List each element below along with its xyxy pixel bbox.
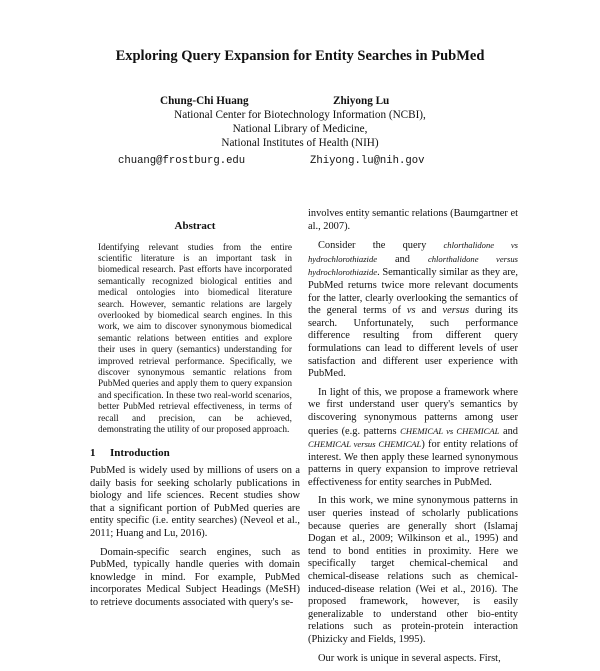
pattern-1: CHEMICAL vs CHEMICAL: [400, 425, 500, 436]
right-paragraph-4: In this work, we mine synonymous patterns in user queries instead of scholarly publications because queries are generally short (Islamaj Dogan et al., 2009; Wilkinson et al., 1995) and tend to bond entities in proximity. Here we specifically target chemical-chemical and chemical-disease relations such as chemical-induced-disease relation (Wei et al., 2016). The proposed framework, however, is easily generalizable to understand other bio-entity relations such as protein-protein interaction (Phizicky and Fields, 1995).: [308, 495, 518, 645]
term-versus: versus: [442, 305, 470, 317]
section-number: 1: [90, 446, 96, 459]
email-2[interactable]: Zhiyong.lu@nih.gov: [310, 155, 425, 167]
section-heading-introduction: [90, 447, 300, 460]
author-2: Zhiyong Lu: [333, 95, 390, 107]
email-1[interactable]: chuang@frostburg.edu: [118, 155, 246, 167]
text-run: and: [499, 425, 518, 437]
text-run: Consider the query: [318, 240, 444, 252]
left-column: [90, 208, 300, 616]
author-1: Chung-Chi Huang: [160, 95, 249, 107]
pattern-2: CHEMICAL versus CHEMICAL: [308, 439, 422, 450]
intro-paragraph-2: Domain-specific search engines, such as PubMed, typically handle queries with domain knowledge in mind. For example, PubMed incorporates Medical Subject Headings (MeSH) to retrieve documents associated with query's se-: [90, 546, 300, 609]
query-example-1: chlorthalidone vs hydrochlorothiazide: [308, 240, 518, 264]
text-run: and: [377, 253, 428, 265]
text-run: and: [415, 305, 443, 317]
author-emails: [0, 154, 600, 168]
right-column: [308, 208, 518, 671]
paper-title: Exploring Query Expansion for Entity Searches in PubMed: [115, 48, 485, 64]
term-vs: vs: [406, 305, 416, 317]
text-run: ) for entity relations of interest. We then apply these learned synonymous patterns in query expansion to improve retrieval effectiveness for entity searches in PubMed.: [308, 439, 518, 488]
right-paragraph-5: Our work is unique in several aspects. First,: [318, 652, 501, 664]
abstract-heading: Abstract: [174, 220, 216, 232]
right-paragraph-3: [308, 387, 518, 490]
affiliation-line-1: National Center for Biotechnology Information (NCBI),: [174, 109, 426, 121]
author-names: [0, 94, 600, 108]
affiliation-line-2: National Library of Medicine,: [232, 123, 368, 135]
right-paragraph-2: [308, 239, 518, 381]
affiliation-line-3: National Institutes of Health (NIH): [221, 137, 379, 149]
text-run: . Semantically similar as they are, PubMed returns twice more relevant documents for the latter, clearly overlooking the semantics of the general terms of: [308, 267, 518, 317]
section-title: Introduction: [110, 446, 170, 459]
text-run: during its search. Unfortunately, such performance difference resulting from different query formulations can lead to different levels of user satisfaction and different user experience with PubMed.: [308, 305, 518, 380]
abstract-text: Identifying relevant studies from the entire scientific literature is an important task in biomedical research. Past efforts have incorporated semantically recognized biological entities and medical ontologies into biomedical literature search. However, semantic relations are largely overlooked by biomedical search engines. In this work, we aim to discover synonymous biomedical semantic relations between entities and explore their uses in query (semantics) understanding for improved retrieval performance. Specifically, we discover synonymous semantic relations from PubMed queries and apply them to query expansion and specification. In these two real-world scenarios, better PubMed retrieval effectiveness, in terms of recall and precision, can be achieved, demonstrating the utility of our proposed approach.: [98, 242, 292, 436]
query-example-2: chlorthalidone versus hydrochlorothiazide: [308, 253, 518, 278]
intro-paragraph-1: PubMed is widely used by millions of users on a daily basis for seeking scholarly publications in biology and life sciences. Recent studies show that a significant portion of PubMed queries are entity specific (i.e. entity searches) (Neveol et al., 2011; Huang and Lu, 2016).: [90, 465, 300, 540]
right-paragraph-1: involves entity semantic relations (Baumgartner et al., 2007).: [308, 208, 518, 232]
author-block: [0, 94, 600, 168]
text-run: In light of this, we propose a framework where we first understand user query's semantics by discovering synonymous patterns among user queries (e.g. patterns: [308, 386, 518, 437]
